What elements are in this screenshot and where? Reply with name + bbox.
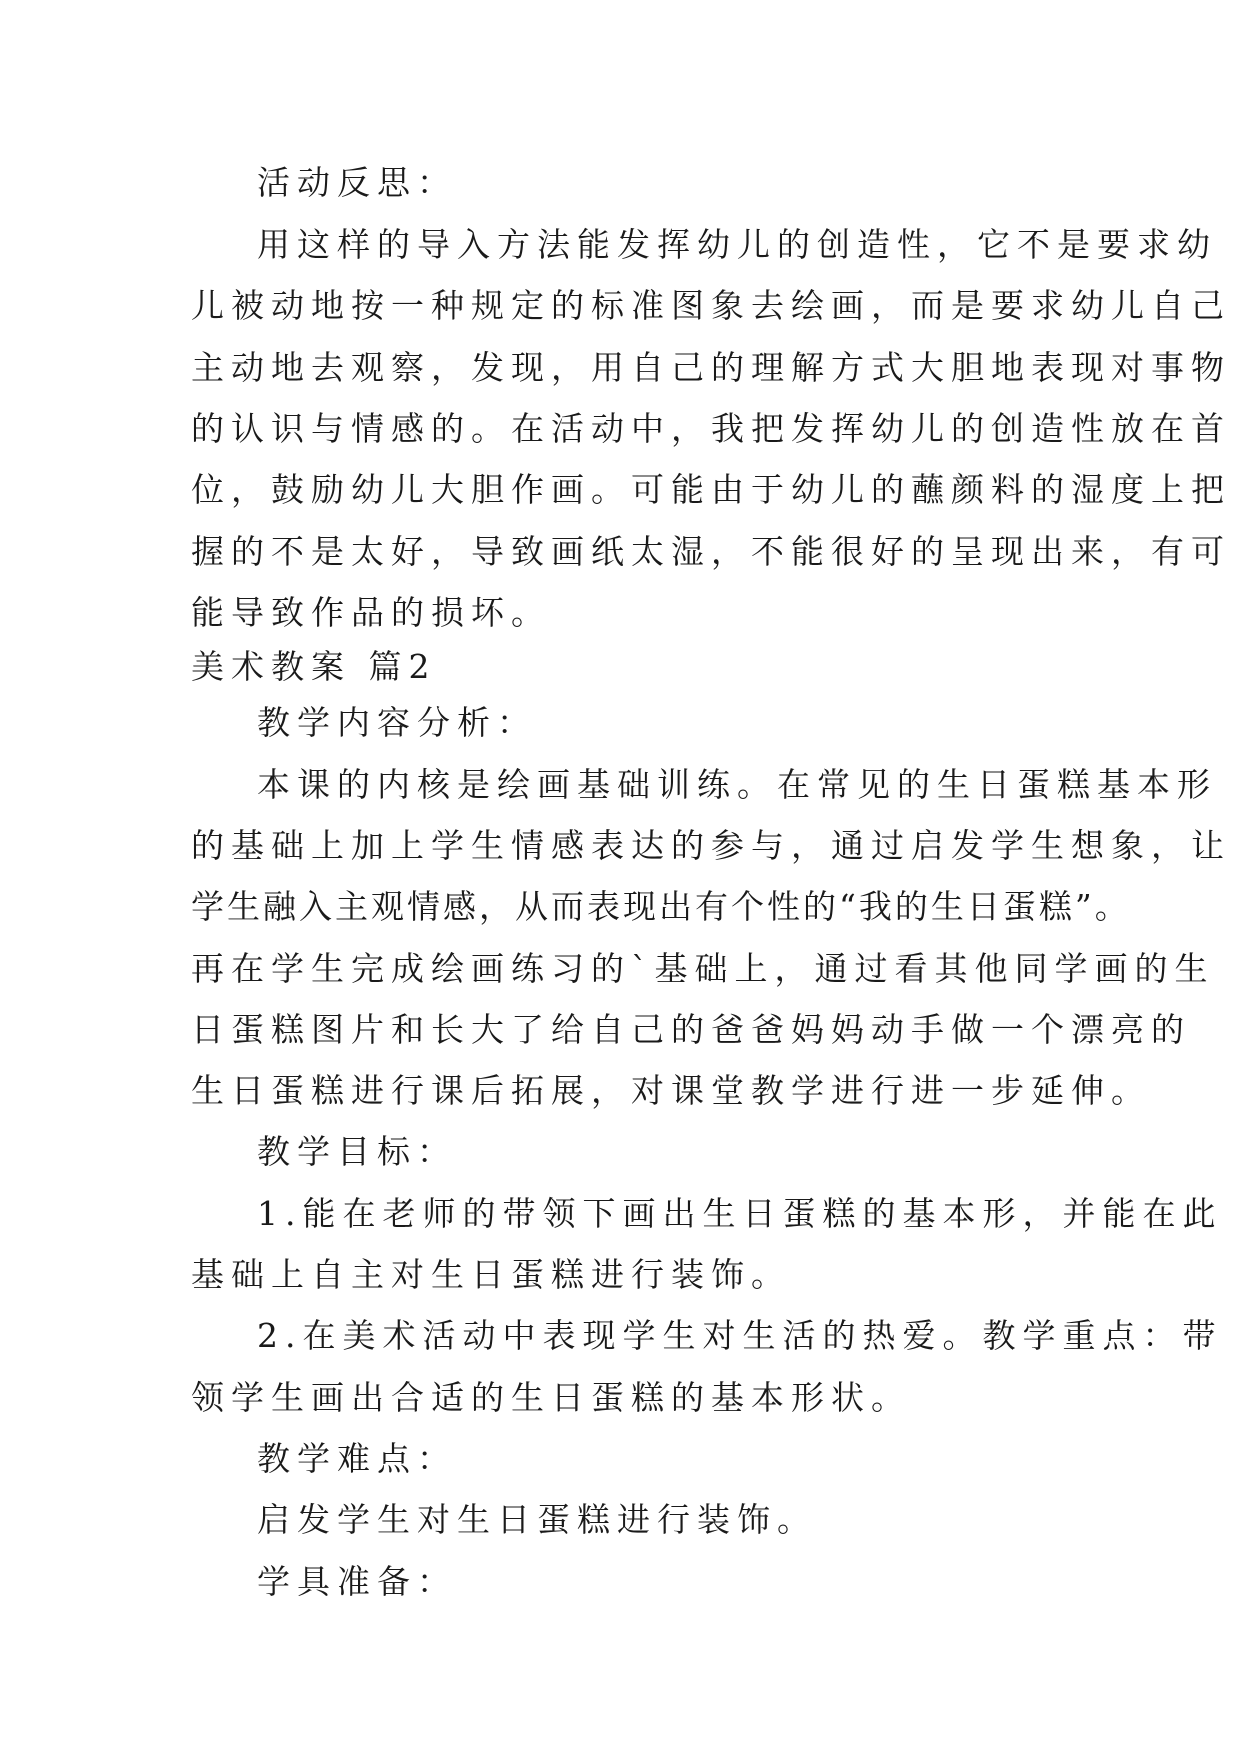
heading-teaching-difficulty: 教学难点： (257, 1439, 457, 1478)
paragraph-line: 儿被动地按一种规定的标准图象去绘画，而是要求幼儿自己 (191, 286, 1231, 325)
paragraph-line: 启发学生对生日蛋糕进行装饰。 (257, 1500, 817, 1539)
heading-content-analysis: 教学内容分析： (257, 703, 537, 742)
paragraph-line: 学生融入主观情感，从而表现出有个性的“我的生日蛋糕”。 (191, 887, 1131, 926)
list-item-line: 2.在美术活动中表现学生对生活的热爱。教学重点：带 (257, 1316, 1223, 1355)
paragraph-line: 位，鼓励幼儿大胆作画。可能由于幼儿的蘸颜料的湿度上把 (191, 470, 1231, 509)
paragraph-line: 主动地去观察，发现，用自己的理解方式大胆地表现对事物 (191, 348, 1231, 387)
paragraph-line: 能导致作品的损坏。 (191, 593, 551, 632)
paragraph-line: 握的不是太好，导致画纸太湿，不能很好的呈现出来，有可 (191, 532, 1231, 571)
list-item-line: 1.能在老师的带领下画出生日蛋糕的基本形，并能在此 (257, 1194, 1223, 1233)
paragraph-line: 的认识与情感的。在活动中，我把发挥幼儿的创造性放在首 (191, 409, 1231, 448)
paragraph-line: 用这样的导入方法能发挥幼儿的创造性，它不是要求幼 (257, 225, 1217, 264)
paragraph-line: 生日蛋糕进行课后拓展，对课堂教学进行进一步延伸。 (191, 1071, 1151, 1110)
paragraph-line: 本课的内核是绘画基础训练。在常见的生日蛋糕基本形 (257, 765, 1217, 804)
heading-activity-reflection: 活动反思： (257, 163, 457, 202)
list-item-line: 基础上自主对生日蛋糕进行装饰。 (191, 1255, 791, 1294)
paragraph-line: 日蛋糕图片和长大了给自己的爸爸妈妈动手做一个漂亮的 (191, 1010, 1191, 1049)
heading-teaching-goals: 教学目标： (257, 1132, 457, 1171)
paragraph-line: 再在学生完成绘画练习的`基础上，通过看其他同学画的生 (191, 949, 1215, 988)
section-title: 美术教案 篇2 (191, 647, 437, 686)
list-item-line: 领学生画出合适的生日蛋糕的基本形状。 (191, 1378, 911, 1417)
paragraph-line: 的基础上加上学生情感表达的参与，通过启发学生想象，让 (191, 826, 1231, 865)
heading-materials: 学具准备： (257, 1562, 457, 1601)
